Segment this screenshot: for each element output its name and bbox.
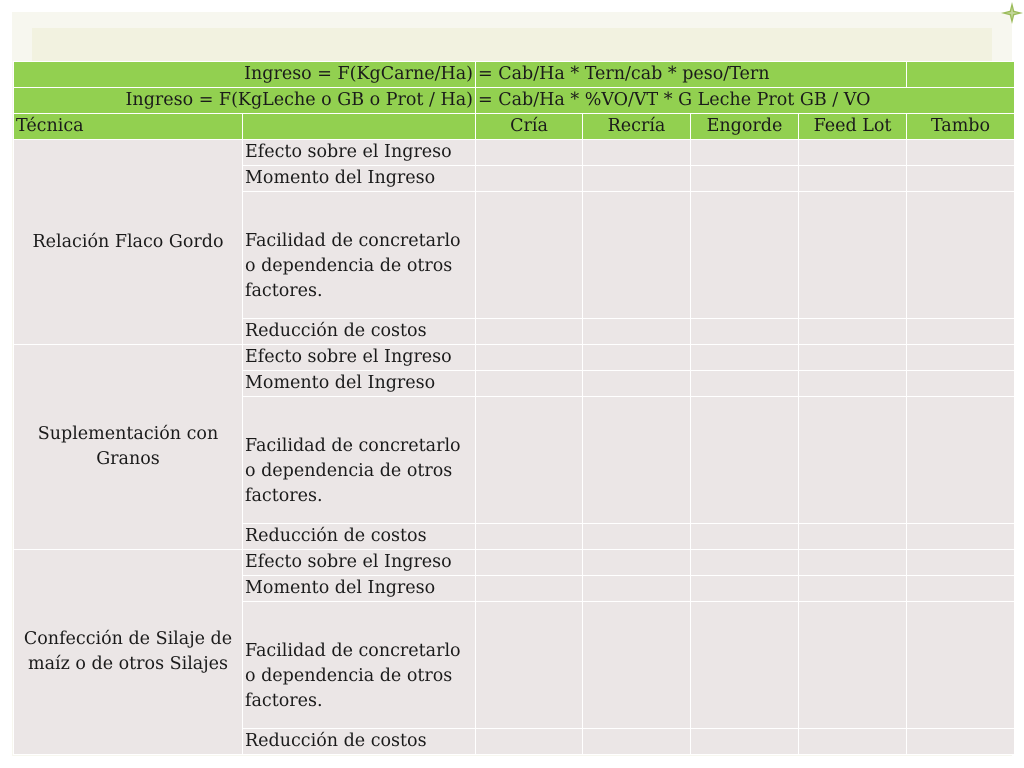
formula-carne: Ingreso = F(KgCarne/Ha) (14, 62, 476, 88)
header-cria: Cría (476, 114, 583, 140)
cell (799, 140, 907, 166)
cell (476, 371, 583, 397)
cell (583, 319, 691, 345)
cell (691, 166, 799, 192)
cell (691, 192, 799, 319)
cell (907, 524, 1015, 550)
cell (583, 550, 691, 576)
table-row (14, 140, 1015, 166)
cell (476, 576, 583, 602)
header-feed-lot: Feed Lot (799, 114, 907, 140)
cell (799, 729, 907, 755)
cell (799, 576, 907, 602)
header-blank (243, 114, 476, 140)
cell (476, 602, 583, 729)
cell (691, 140, 799, 166)
cell (691, 602, 799, 729)
criterion-facilidad: Facilidad de concretarlo o dependencia de otros factores. (243, 602, 476, 729)
cell (583, 729, 691, 755)
cell (907, 729, 1015, 755)
cell (691, 345, 799, 371)
cell (799, 550, 907, 576)
cell (476, 166, 583, 192)
cell (583, 166, 691, 192)
table-row (14, 550, 1015, 576)
cell (583, 192, 691, 319)
cell (907, 371, 1015, 397)
criterion-facilidad: Facilidad de concretarlo o dependencia de otros factores. (243, 397, 476, 524)
criterion-efecto: Efecto sobre el Ingreso (243, 140, 476, 166)
cell (799, 371, 907, 397)
cell (799, 345, 907, 371)
criterion-momento: Momento del Ingreso (243, 576, 476, 602)
cell (691, 524, 799, 550)
cell (476, 140, 583, 166)
header-tecnica: Técnica (14, 114, 243, 140)
criterion-efecto: Efecto sobre el Ingreso (243, 550, 476, 576)
cell (799, 166, 907, 192)
cell (907, 166, 1015, 192)
cell (907, 397, 1015, 524)
criterion-momento: Momento del Ingreso (243, 166, 476, 192)
cell (907, 550, 1015, 576)
cell (907, 319, 1015, 345)
technique-confeccion-silaje: Confección de Silaje de maíz o de otros Silajes (14, 550, 243, 755)
cell (583, 371, 691, 397)
cell (691, 729, 799, 755)
star-ornament-icon (1000, 1, 1024, 25)
cell (799, 524, 907, 550)
cell (907, 140, 1015, 166)
expression-leche: = Cab/Ha * %VO/VT * G Leche Prot GB / VO (476, 88, 1015, 114)
formula-row-leche (14, 88, 1015, 114)
cell (799, 602, 907, 729)
cell (476, 319, 583, 345)
empty-header-cell (907, 62, 1015, 88)
cell (907, 602, 1015, 729)
cell (476, 345, 583, 371)
comparison-table (13, 61, 1015, 755)
cell (691, 576, 799, 602)
criterion-efecto: Efecto sobre el Ingreso (243, 345, 476, 371)
cell (583, 345, 691, 371)
technique-suplementacion-granos: Suplementación con Granos (14, 345, 243, 550)
header-tambo: Tambo (907, 114, 1015, 140)
header-engorde: Engorde (691, 114, 799, 140)
criterion-reduccion: Reducción de costos (243, 729, 476, 755)
cell (583, 602, 691, 729)
cell (476, 729, 583, 755)
cell (476, 397, 583, 524)
header-recria: Recría (583, 114, 691, 140)
cell (799, 397, 907, 524)
table-row (14, 345, 1015, 371)
cell (583, 576, 691, 602)
cell (583, 140, 691, 166)
criterion-reduccion: Reducción de costos (243, 319, 476, 345)
criterion-reduccion: Reducción de costos (243, 524, 476, 550)
cell (583, 524, 691, 550)
criterion-facilidad: Facilidad de concretarlo o dependencia de otros factores. (243, 192, 476, 319)
cell (476, 550, 583, 576)
cell (907, 192, 1015, 319)
cell (691, 371, 799, 397)
cell (799, 192, 907, 319)
cell (907, 576, 1015, 602)
formula-row-carne (14, 62, 1015, 88)
cell (691, 550, 799, 576)
cell (476, 524, 583, 550)
cell (907, 345, 1015, 371)
cell (799, 319, 907, 345)
cell (691, 319, 799, 345)
cell (691, 397, 799, 524)
cell (583, 397, 691, 524)
criterion-momento: Momento del Ingreso (243, 371, 476, 397)
column-header-row (14, 114, 1015, 140)
technique-relacion-flaco-gordo: Relación Flaco Gordo (14, 140, 243, 345)
cell (476, 192, 583, 319)
formula-leche: Ingreso = F(KgLeche o GB o Prot / Ha) (14, 88, 476, 114)
expression-carne: = Cab/Ha * Tern/cab * peso/Tern (476, 62, 907, 88)
